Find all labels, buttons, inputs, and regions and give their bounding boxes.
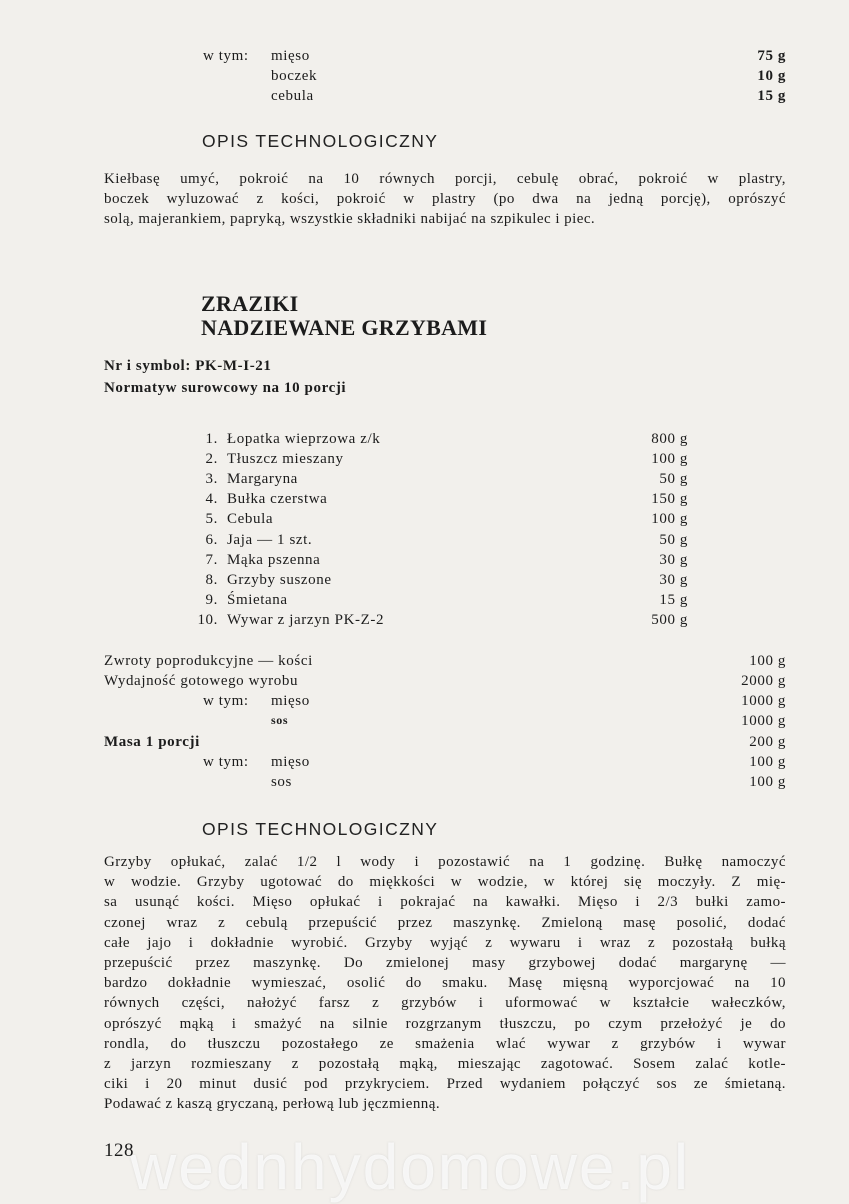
recipe-norm: Normatyw surowcowy na 10 porcji [104, 380, 347, 396]
wt1-sos-value: 1000 g [741, 713, 786, 729]
zwroty-value: 100 g [749, 653, 786, 669]
recipe-title-line2: NADZIEWANE GRZYBAMI [201, 315, 488, 340]
ingredient-amount: 100 g [651, 511, 688, 527]
ingredient-number: 7. [205, 552, 218, 568]
wt2-sos: sos [271, 774, 292, 790]
ingredient-name: Łopatka wieprzowa z/k [227, 431, 381, 447]
paragraph-line: Grzyby opłukać, zalać 1/2 l wody i pozostawić na 1 godzinę. Bułkę namoczyć [104, 854, 786, 870]
ingredient-number: 9. [205, 592, 218, 608]
ingredient-number: 3. [205, 471, 218, 487]
paragraph-line: solą, majerankiem, papryką, wszystkie składniki nabijać na szpikulec i piec. [104, 211, 596, 228]
paragraph-line: w wodzie. Grzyby ugotować do miękkości w wodzie, w której się moczyły. Z mię- [104, 874, 786, 891]
top-list-item-name: boczek [271, 68, 318, 84]
ingredient-amount: 150 g [651, 491, 688, 507]
wt1-mieso-value: 1000 g [741, 693, 786, 709]
recipe-title-line1: ZRAZIKI [201, 291, 299, 316]
ingredient-amount: 30 g [659, 552, 688, 568]
top-list-item-name: cebula [271, 88, 314, 104]
masa-label: Masa 1 porcji [104, 734, 200, 750]
paragraph-line: z jarzyn rozmieszany z pozostałą mąką, mieszając zagotować. Sosem zalać kotle- [104, 1056, 786, 1073]
wt2-mieso-value: 100 g [749, 754, 786, 770]
ingredient-amount: 500 g [651, 612, 688, 628]
ingredient-number: 5. [205, 511, 218, 527]
paragraph-line: ciki i 20 minut dusić pod przykryciem. Przed wydaniem połączyć sos ze śmietaną. [104, 1076, 786, 1093]
paragraph-line: oprószyć mąką i smażyć na silnie rozgrzanym tłuszczu, po czym przełożyć je do [104, 1015, 786, 1032]
wt1-mieso: mięso [271, 693, 310, 709]
ingredient-name: Jaja — 1 szt. [227, 532, 313, 548]
ingredient-name: Bułka czerstwa [227, 491, 328, 507]
wt2-sos-value: 100 g [749, 774, 786, 790]
paragraph-line: przepuścić przez maszynkę. Do zmielonej masy grzybowej dodać margarynę — [104, 955, 786, 972]
page-number: 128 [104, 1140, 134, 1161]
ingredient-name: Wywar z jarzyn PK-Z-2 [227, 612, 385, 628]
ingredient-amount: 50 g [659, 471, 688, 487]
wt1-sos: sos [271, 713, 289, 727]
ingredient-name: Grzyby suszone [227, 572, 332, 588]
ingredient-number: 4. [205, 491, 218, 507]
top-list-item-amount: 15 g [757, 88, 786, 104]
paragraph-line: bardzo dokładnie wymieszać, osolić do smaku. Masę mięsną wyporcjować na 10 [104, 975, 786, 992]
masa-value: 200 g [749, 734, 786, 750]
ingredient-name: Mąka pszenna [227, 552, 321, 568]
ingredient-name: Śmietana [227, 592, 288, 608]
paragraph-line: równych części, nałożyć farsz z grzybów i uformować w kształcie wałeczków, [104, 995, 786, 1012]
ingredient-name: Tłuszcz mieszany [227, 451, 344, 467]
top-list-item-amount: 75 g [757, 48, 786, 64]
top-list-item-amount: 10 g [757, 68, 786, 84]
ingredient-amount: 15 g [659, 592, 688, 608]
top-list-prefix: w tym: [203, 48, 249, 64]
ingredient-amount: 50 g [659, 532, 688, 548]
paragraph-line: sa usunąć kości. Mięso opłukać i pokrajać na kawałki. Mięso i 2/3 bułki zamo- [104, 894, 786, 911]
top-list-item-name: mięso [271, 48, 310, 64]
ingredient-number: 8. [205, 572, 218, 588]
ingredient-number: 2. [205, 451, 218, 467]
recipe-symbol: Nr i symbol: PK-M-I-21 [104, 358, 272, 374]
wt2-mieso: mięso [271, 754, 310, 770]
wydajnosc-value: 2000 g [741, 673, 786, 689]
paragraph-line: całe jajo i dokładnie wyrobić. Grzyby wyjąć z wywaru i wraz z pozostałą bułką [104, 934, 786, 951]
section-title: OPIS TECHNOLOGICZNY [202, 819, 439, 839]
paragraph-line: rondla, do tłuszczu pozostałego ze smażenia wlać wywar z grzybów i wywar [104, 1035, 786, 1052]
paragraph-line: czonej wraz z cebulą przepuścić przez maszynkę. Zmieloną masę posolić, dodać [104, 914, 786, 931]
ingredient-amount: 800 g [651, 431, 688, 447]
paragraph-line: boczek wyluzować z kości, pokroić w plastry (po dwa na jedną porcję), oprószyć [104, 191, 786, 208]
ingredient-number: 10. [197, 612, 218, 628]
ingredient-name: Margaryna [227, 471, 298, 487]
ingredient-number: 6. [205, 532, 218, 548]
description-paragraph [104, 169, 786, 230]
ingredient-number: 1. [205, 431, 218, 447]
ingredient-amount: 30 g [659, 572, 688, 588]
description-paragraph [104, 852, 786, 1115]
zwroty-label: Zwroty poprodukcyjne — kości [104, 653, 313, 669]
wt1-prefix: w tym: [203, 693, 249, 709]
section-title: OPIS TECHNOLOGICZNY [202, 131, 439, 151]
paragraph-line: Kiełbasę umyć, pokroić na 10 równych porcji, cebulę obrać, pokroić w plastry, [104, 171, 786, 187]
ingredient-name: Cebula [227, 511, 274, 527]
wt2-prefix: w tym: [203, 754, 249, 770]
wydajnosc-label: Wydajność gotowego wyrobu [104, 673, 299, 689]
ingredient-amount: 100 g [651, 451, 688, 467]
watermark: wednhydomowe.pl [130, 1131, 691, 1203]
paragraph-line: Podawać z kaszą gryczaną, perłową lub jęczmienną. [104, 1096, 441, 1113]
